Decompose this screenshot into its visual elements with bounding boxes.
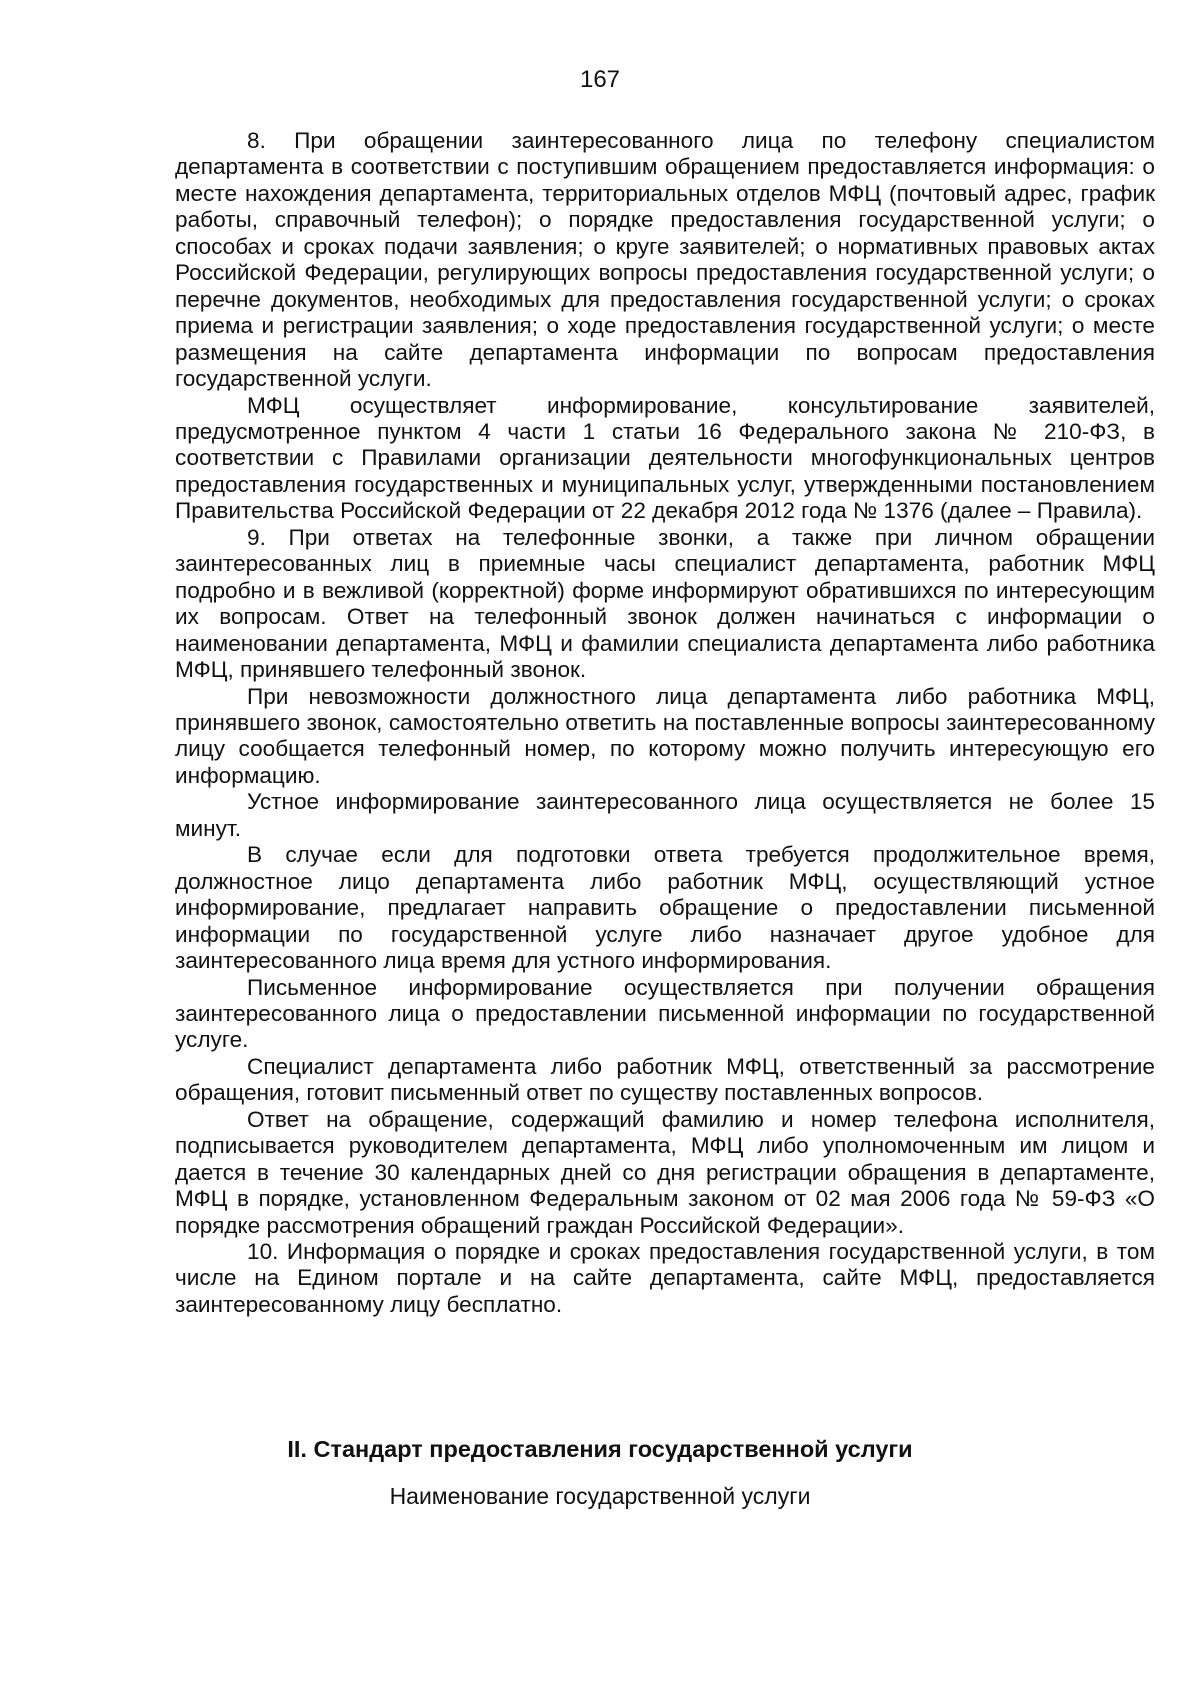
section-heading: II. Стандарт предоставления государственной услуги <box>287 1436 913 1462</box>
paragraph-written-informing: Письменное информирование осуществляется при получении обращения заинтересованного лица о предоставлении письменной информации по государственной услуге. <box>175 974 1155 1053</box>
paragraph-long-preparation: В случае если для подготовки ответа требуется продолжительное время, должностное лицо департамента либо работник МФЦ, осуществляющий устное информирование, предлагает направить обращение о предоставлении письменной информации по государственной услуге либо назначает другое удобное для заинтересованного лица время для устного информирования. <box>175 842 1155 974</box>
paragraph-specialist-response: Специалист департамента либо работник МФЦ, ответственный за рассмотрение обращения, готовит письменный ответ по существу поставленных вопросов. <box>175 1053 1155 1106</box>
paragraph-9: 9. При ответах на телефонные звонки, а также при личном обращении заинтересованных лиц в приемные часы специалист департамента, работник МФЦ подробно и в вежливой (корректной) форме информируют обратившихся по интересующим их вопросам. Ответ на телефонный звонок должен начинаться с информации о наименовании департамента, МФЦ и фамилии специалиста департамента либо работника МФЦ, принявшего телефонный звонок. <box>175 524 1155 683</box>
paragraph-impossibility-answer: При невозможности должностного лица департамента либо работника МФЦ, принявшего звонок, самостоятельно ответить на поставленные вопросы заинтересованному лицу сообщается телефонный номер, по которому можно получить интересующую его информацию. <box>175 683 1155 788</box>
paragraph-10: 10. Информация о порядке и сроках предоставления государственной услуги, в том числе на Едином портале и на сайте департамента, сайте МФЦ, предоставляется заинтересованному лицу бесплатно. <box>175 1239 1155 1317</box>
paragraph-8: 8. При обращении заинтересованного лица по телефону специалистом департамента в соответствии с поступившим обращением предоставляется информация: о месте нахождения департамента, территориальных отделов МФЦ (почтовый адрес, график работы, справочный телефон); о порядке предоставления государственной услуги; о способах и сроках подачи заявления; о круге заявителей; о нормативных правовых актах Российской Федерации, регулирующих вопросы предоставления государственной услуги; о перечне документов, необходимых для предоставления государственной услуги; о сроках приема и регистрации заявления; о ходе предоставления государственной услуги; о месте размещения на сайте департамента информации по вопросам предоставления государственной услуги. <box>175 128 1155 392</box>
paragraph-mfc-informing: МФЦ осуществляет информирование, консультирование заявителей, предусмотренное пунктом 4 части 1 статьи 16 Федерального закона № 210-ФЗ, в соответствии с Правилами организации деятельности многофункциональных центров предоставления государственных и муниципальных услуг, утвержденными постановлением Правительства Российской Федерации от 22 декабря 2012 года № 1376 (далее – Правила). <box>175 392 1155 524</box>
page-number: 167 <box>579 66 621 93</box>
section-subheading: Наименование государственной услуги <box>389 1483 811 1509</box>
paragraph-response-signing: Ответ на обращение, содержащий фамилию и номер телефона исполнителя, подписывается руководителем департамента, МФЦ либо уполномоченным им лицом и дается в течение 30 календарных дней со дня регистрации обращения в департаменте, МФЦ в порядке, установленном Федеральным законом от 02 мая 2006 года № 59-ФЗ «О порядке рассмотрения обращений граждан Российской Федерации». <box>175 1106 1155 1238</box>
paragraph-oral-duration: Устное информирование заинтересованного лица осуществляется не более 15 минут. <box>175 789 1155 841</box>
document-body <box>175 128 1155 1318</box>
